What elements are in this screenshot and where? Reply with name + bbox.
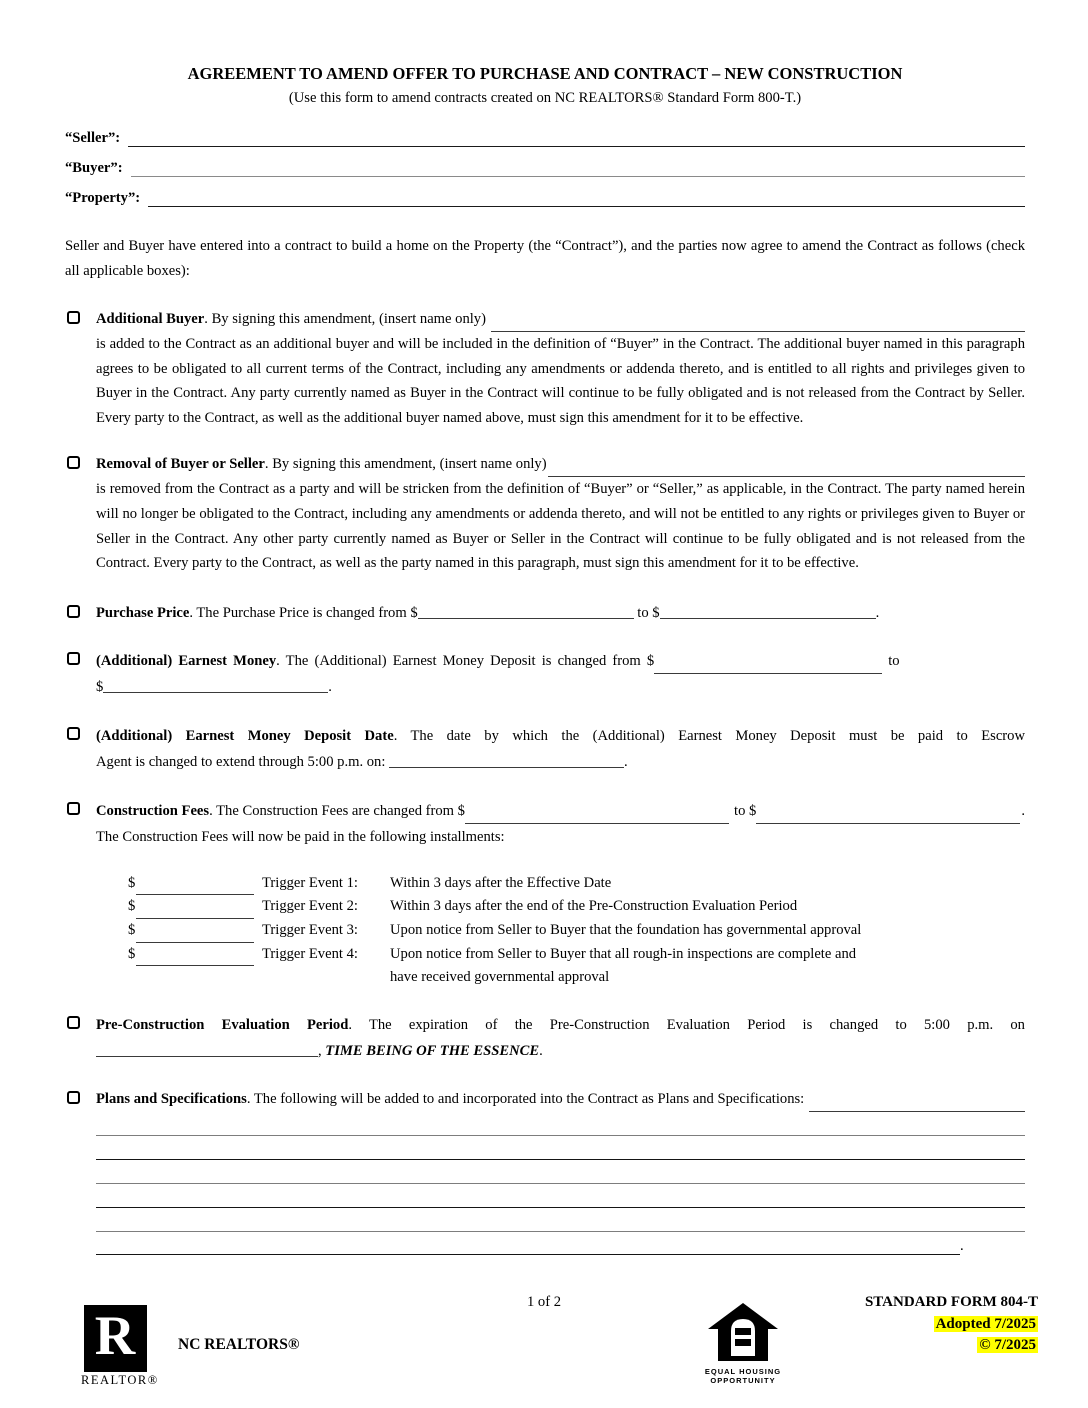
trigger-event-row	[96, 895, 1025, 919]
section-title: Construction Fees	[96, 802, 210, 819]
section-text: The Construction Fees will now be paid in the following installments:	[96, 829, 505, 846]
trigger-event-row	[96, 919, 1025, 943]
removal-checkbox[interactable]	[67, 456, 80, 469]
section-plans	[65, 1087, 1025, 1112]
plans-line[interactable]	[96, 1208, 1025, 1232]
section-text: .	[328, 679, 332, 696]
currency-sign: $	[128, 874, 136, 891]
plans-line[interactable]	[96, 1160, 1025, 1184]
trigger-desc: Within 3 days after the Effective Date	[390, 874, 612, 891]
section-text: to	[888, 652, 900, 669]
section-title: Purchase Price	[96, 604, 190, 621]
section-pre-construction	[65, 1012, 1025, 1065]
trigger-label: Trigger Event 3:	[262, 921, 358, 938]
trigger-amount-blank[interactable]	[136, 876, 254, 895]
section-title: (Additional) Earnest Money Deposit Date	[96, 727, 394, 744]
seller-label: “Seller”:	[65, 130, 121, 146]
nc-realtors-brand: NC REALTORS®	[178, 1336, 300, 1353]
plans-line[interactable]	[96, 1136, 1025, 1160]
trigger-label: Trigger Event 1:	[262, 874, 358, 891]
eho-text-line1: EQUAL HOUSING	[704, 1367, 782, 1376]
trigger-desc-continuation: have received governmental approval	[390, 969, 610, 986]
section-emd-date	[65, 723, 1025, 776]
pre-construction-checkbox[interactable]	[67, 1016, 80, 1029]
section-title: (Additional) Earnest Money	[96, 652, 277, 669]
section-removal	[65, 452, 1025, 575]
earnest-to-blank[interactable]	[103, 679, 328, 693]
section-text: .	[960, 1237, 964, 1254]
section-body: is removed from the Contract as a party and will be stricken from the definition of “Buyer” or “Seller,” as applicable, in the Contract. The party named herein will no longer be obligated to the Contract, including any amendments or addenda thereto, and will not be entitled to any rights or privileges given to Buyer or Seller in the Contract. Any other party currently named as Buyer or Seller in the Contract will continue to be fully obligated and is not released from the Contract. Every party to the Contract, as well as the party named in this paragraph, must sign this amendment for it to be effective.	[96, 481, 1025, 572]
page-number: 1 of 2	[526, 1294, 562, 1310]
section-text: to $	[633, 604, 660, 621]
earnest-money-checkbox[interactable]	[67, 652, 80, 665]
section-body: is added to the Contract as an additional buyer and will be included in the definition of “Buyer” in the Contract. The additional buyer named in this paragraph agrees to be obligated to all current terms of the Contract, including any amendments or addenda thereto, and is entitled to all rights and privileges given to Buyer in the Contract. Any party currently named as Buyer in the Contract will continue to be fully obligated and is not released from the Contract by Seller. Every party to the Contract, as well as the additional buyer named above, must sign this amendment for it to be effective.	[96, 336, 1025, 426]
section-lead: . By signing this amendment, (insert name only)	[204, 311, 486, 327]
equal-housing-logo	[703, 1303, 783, 1385]
section-earnest-money	[65, 648, 1025, 701]
intro-paragraph: Seller and Buyer have entered into a contract to build a home on the Property (the “Contract”), and the parties now agree to amend the Contract as follows (check all applicable boxes):	[65, 238, 1025, 279]
section-text: . The Construction Fees are changed from $	[209, 802, 465, 819]
trigger-amount-blank[interactable]	[136, 924, 254, 943]
trigger-amount-blank[interactable]	[136, 947, 254, 966]
section-text: ,	[318, 1043, 326, 1060]
section-text: .	[539, 1043, 543, 1060]
section-text: Agent is changed to extend through 5:00 p.m. on:	[96, 754, 390, 771]
adopted-date: Adopted 7/2025	[935, 1315, 1036, 1332]
property-label: “Property”:	[65, 190, 141, 206]
currency-sign: $	[128, 945, 136, 962]
trigger-events-list	[96, 872, 1025, 990]
section-text: . The date by which the (Additional) Earnest Money Deposit must be paid to Escrow	[393, 727, 1025, 744]
plans-last-line[interactable]	[96, 1233, 960, 1255]
copyright-date: © 7/2025	[979, 1337, 1036, 1353]
buyer-row	[65, 147, 1025, 177]
section-text: . The (Additional) Earnest Money Deposit is changed from $	[276, 652, 655, 669]
fees-from-blank[interactable]	[465, 804, 729, 824]
plans-line[interactable]	[96, 1112, 1025, 1136]
construction-fees-checkbox[interactable]	[67, 802, 80, 815]
section-text: .	[875, 604, 880, 621]
trigger-event-row	[96, 943, 1025, 967]
currency-sign: $	[128, 898, 136, 915]
trigger-desc: Upon notice from Seller to Buyer that all rough-in inspections are complete and	[390, 945, 857, 962]
time-essence-emphasis: TIME BEING OF THE ESSENCE	[325, 1043, 540, 1060]
currency-sign: $	[128, 921, 136, 938]
section-title: Removal of Buyer or Seller	[96, 456, 265, 473]
section-title: Additional Buyer	[96, 311, 205, 327]
form-info	[865, 1292, 1038, 1357]
purchase-price-from-blank[interactable]	[418, 605, 634, 619]
section-title: Plans and Specifications	[96, 1090, 247, 1107]
earnest-from-blank[interactable]	[654, 654, 882, 674]
additional-buyer-checkbox[interactable]	[67, 311, 80, 324]
additional-buyer-name-blank[interactable]	[491, 312, 1025, 332]
buyer-input-line[interactable]	[131, 153, 1025, 177]
form-title: AGREEMENT TO AMEND OFFER TO PURCHASE AND CONTRACT – NEW CONSTRUCTION	[187, 64, 903, 83]
section-purchase-price	[65, 601, 1025, 626]
trigger-amount-blank[interactable]	[136, 900, 254, 919]
realtor-logo-label: REALTOR®	[81, 1373, 159, 1387]
plans-checkbox[interactable]	[67, 1091, 80, 1104]
section-text: . The expiration of the Pre-Construction Evaluation Period is changed to 5:00 p.m. on	[348, 1016, 1025, 1033]
plans-write-in-lines	[96, 1112, 1025, 1255]
equal-housing-house-icon	[707, 1303, 779, 1361]
realtor-r-mark: R	[84, 1305, 147, 1372]
trigger-desc: Upon notice from Seller to Buyer that the foundation has governmental approval	[390, 921, 862, 938]
plans-line[interactable]	[96, 1184, 1025, 1208]
party-fields	[65, 117, 1025, 207]
property-row	[65, 177, 1025, 207]
form-subtitle: (Use this form to amend contracts created on NC REALTORS® Standard Form 800-T.)	[288, 90, 802, 106]
section-title: Pre-Construction Evaluation Period	[96, 1016, 349, 1033]
standard-form-number: STANDARD FORM 804-T	[864, 1294, 1038, 1310]
trigger-label: Trigger Event 2:	[262, 898, 358, 915]
purchase-price-to-blank[interactable]	[660, 605, 876, 619]
trigger-event-row	[96, 872, 1025, 896]
eho-text-line2: OPPORTUNITY	[710, 1376, 776, 1385]
pre-construction-date-blank[interactable]	[96, 1043, 318, 1057]
emd-date-blank[interactable]	[389, 754, 624, 768]
trigger-label: Trigger Event 4:	[262, 945, 358, 962]
section-text: .	[1021, 802, 1026, 819]
plans-spec-blank[interactable]	[809, 1092, 1025, 1112]
seller-input-line[interactable]	[128, 123, 1025, 147]
trigger-desc: Within 3 days after the end of the Pre-Construction Evaluation Period	[390, 898, 798, 915]
realtor-logo-icon	[81, 1305, 159, 1388]
fees-to-blank[interactable]	[756, 804, 1020, 824]
section-construction-fees	[65, 798, 1025, 990]
buyer-label: “Buyer”:	[65, 160, 123, 176]
property-input-line[interactable]	[148, 183, 1025, 207]
section-lead: . By signing this amendment, (insert name only)	[264, 456, 547, 473]
removal-name-blank[interactable]	[548, 457, 1025, 477]
section-text: . The Purchase Price is changed from $	[189, 604, 418, 621]
section-text: . The following will be added to and incorporated into the Contract as Plans and Specifications:	[246, 1090, 805, 1107]
seller-row	[65, 117, 1025, 147]
section-text: to $	[734, 802, 757, 819]
section-text: .	[624, 754, 628, 771]
purchase-price-checkbox[interactable]	[67, 605, 80, 618]
section-additional-buyer	[65, 307, 1025, 430]
emd-date-checkbox[interactable]	[67, 727, 80, 740]
currency-sign: $	[96, 679, 104, 696]
